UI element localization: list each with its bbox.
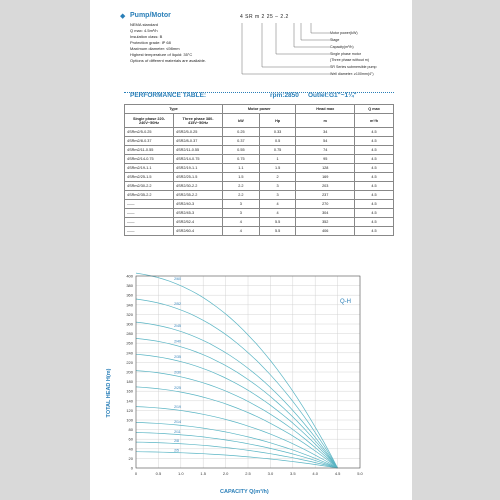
table-cell: 0.55 [223,146,260,155]
y-tick-labels [126,274,133,471]
y-tick-label: 200 [126,369,133,375]
x-tick-label: 0.5 [155,471,162,476]
table-cell: 4SRm2/11-0.55 [125,146,174,155]
table-cell: 5.5 [259,227,296,236]
y-tick-label: 120 [126,407,133,413]
header-single-phase: Single phase 220-240V~50Hz [125,114,174,128]
y-tick-label: 140 [126,398,133,404]
table-cell: 304 [296,209,355,218]
curve-label: 2/60 [174,276,181,281]
table-cell: 4.5 [355,173,394,182]
performance-title: PERFORMANCE TABLE: [130,92,207,99]
curve-2-45 [136,322,338,468]
table-cell: —— [125,218,174,227]
table-cell: 4SR2/45-3 [174,209,223,218]
legend-motor-power: Motor power(kW) [330,31,358,35]
table-cell: 2.2 [223,182,260,191]
header-unit-m: m [296,114,355,128]
table-cell: 4 [223,218,260,227]
chart-curves [136,273,338,468]
chart-title: Q-H [340,299,351,305]
spec-line: Q max: 4.5m³/h [130,28,158,33]
table-cell: 54 [296,137,355,146]
curve-2-60 [136,273,338,468]
table-cell: 1.5 [223,173,260,182]
table-cell: 4SR2/19-1.1 [174,164,223,173]
table-cell: 4.5 [355,164,394,173]
y-tick-label: 380 [126,283,133,289]
header-hp: Hp [259,114,296,128]
table-cell: —— [125,227,174,236]
curve-label: 2/25 [174,386,181,391]
x-tick-label: 3.0 [267,471,274,476]
table-row [125,128,394,137]
table-cell: 4.5 [355,128,394,137]
table-cell: 1 [259,155,296,164]
y-tick-label: 60 [128,436,133,442]
table-row [125,218,394,227]
table-cell: 4.5 [355,209,394,218]
header-motor-power: Motor power [223,105,296,114]
table-row [125,164,394,173]
legend-well-diameter: Well diameter: ≥100mm(4") [330,72,374,76]
table-cell: 95 [296,155,355,164]
y-tick-label: 260 [126,340,133,346]
table-cell: 4SR2/35-2.2 [174,191,223,200]
table-body [125,128,394,236]
header-kw: kW [223,114,260,128]
curve-label: 2/52 [174,301,181,306]
curve-label: 2/45 [174,323,181,328]
table-row [125,173,394,182]
table-row [125,209,394,218]
table-cell: 0.37 [223,137,260,146]
table-cell: 5.5 [259,218,296,227]
header-head-max: Head max [296,105,355,114]
table-cell: 3 [259,191,296,200]
spec-line: Options of different materials are available. [130,58,206,63]
table-cell: 4.5 [355,191,394,200]
table-cell: 203 [296,182,355,191]
y-tick-label: 400 [126,273,133,279]
table-cell: 4SR2/60-4 [174,227,223,236]
y-tick-label: 100 [126,417,133,423]
legend-stage: Stage [330,38,340,42]
table-cell: 4SRm2/30-2.2 [125,182,174,191]
x-tick-label: 1.5 [200,471,206,476]
spec-line: Protection grade: IP 68 [130,40,171,45]
y-tick-label: 280 [126,331,133,337]
table-row [125,227,394,236]
curve-2-5 [136,452,338,468]
chart-grid [136,276,360,468]
curve-2-11 [136,433,338,469]
table-cell: 4SR2/52-4 [174,218,223,227]
y-tick-label: 180 [126,379,133,385]
y-tick-label: 240 [126,350,133,356]
spec-line: NEMA standard [130,22,159,27]
performance-outlet: Outlet:G1"~1¼" [308,92,357,99]
x-tick-labels [135,471,364,476]
header-type: Type [125,105,223,114]
table-cell: 2 [259,173,296,182]
x-tick-label: 4.5 [334,471,341,476]
y-tick-label: 300 [126,321,133,327]
curve-label: 2/11 [174,429,181,434]
curve-label: 2/14 [174,420,181,425]
x-tick-label: 4.0 [312,471,318,476]
table-cell: 270 [296,200,355,209]
table-cell: 2.2 [223,191,260,200]
table-cell: 4SR2/11-0.55 [174,146,223,155]
y-tick-label: 20 [128,455,133,461]
table-cell: 4 [259,200,296,209]
curve-label: 2/40 [174,339,181,344]
y-tick-label: 80 [128,427,133,433]
table-cell: 4.5 [355,182,394,191]
legend-capacity: Capacity(m³/h) [330,45,354,49]
x-tick-label: 2.5 [245,471,251,476]
performance-table [124,104,394,236]
legend-sr-series: SR Series submersible pump [330,65,377,69]
table-cell: 4.5 [355,146,394,155]
model-code: 4 SR m 2 25 – 2.2 [240,14,289,20]
curve-label: 2/8 [174,439,179,444]
table-cell: 0.33 [259,128,296,137]
title-bullet-icon: ◆ [120,13,126,20]
y-tick-label: 320 [126,311,133,317]
x-tick-label: 0 [134,471,138,476]
table-cell: 4SRm2/25-1.5 [125,173,174,182]
table-cell: 4SR2/5-0.25 [174,128,223,137]
table-cell: 4.5 [355,227,394,236]
table-row [125,155,394,164]
table-cell: 34 [296,128,355,137]
table-row [125,191,394,200]
table-subheader-row [125,114,394,128]
spec-line: Insulation class: B [130,34,163,39]
table-cell: 4.5 [355,137,394,146]
y-tick-label: 0 [130,465,133,471]
table-cell: 0.75 [223,155,260,164]
performance-rpm: rpm:2850 [270,92,299,99]
table-cell: 0.25 [223,128,260,137]
table-cell: 3 [259,182,296,191]
pump-motor-title: Pump/Motor [130,12,171,19]
table-cell: —— [125,200,174,209]
table-cell: 4SR2/14-0.75 [174,155,223,164]
table-cell: 4SRm2/35-2.2 [125,191,174,200]
table-cell: 1.5 [259,164,296,173]
table-cell: 4SRm2/14-0.75 [125,155,174,164]
table-row [125,146,394,155]
table-cell: 4.5 [355,155,394,164]
header-q-max: Q max [355,105,394,114]
y-tick-label: 220 [126,359,133,365]
table-cell: 4SRm2/8-0.37 [125,137,174,146]
legend-three-phase: (Three phase without m) [330,58,369,62]
header-unit-q: m³/h [355,114,394,128]
qh-chart [90,268,412,500]
curve-label: 2/30 [174,370,181,375]
table-header-row [125,105,394,114]
x-tick-label: 2.0 [222,471,229,476]
y-tick-label: 340 [126,302,133,308]
table-row [125,182,394,191]
legend-single-phase: Single phase motor [330,52,361,56]
model-code-leader-lines [240,21,340,81]
table-cell: 169 [296,173,355,182]
x-axis-label: CAPACITY Q(m³/h) [220,489,269,495]
curve-2-30 [136,371,338,468]
table-cell: 1.1 [223,164,260,173]
y-tick-label: 160 [126,388,133,394]
curve-label: 2/5 [174,448,179,453]
table-row [125,200,394,209]
table-cell: 4 [259,209,296,218]
y-tick-label: 40 [128,446,133,452]
table-cell: 3 [223,200,260,209]
curve-label: 2/19 [174,405,181,410]
table-cell: —— [125,209,174,218]
table-cell: 3 [223,209,260,218]
table-cell: 352 [296,218,355,227]
y-axis-label: TOTAL HEAD H(m) [106,368,112,418]
table-cell: 74 [296,146,355,155]
header-three-phase: Three phase 380-415V~50Hz [174,114,223,128]
table-cell: 4SR2/25-1.5 [174,173,223,182]
table-cell: 0.75 [259,146,296,155]
table-cell: 4SR2/8-0.37 [174,137,223,146]
table-cell: 4.5 [355,200,394,209]
curve-2-19 [136,407,338,468]
table-cell: 237 [296,191,355,200]
table-cell: 4SRm2/19-1.1 [125,164,174,173]
table-cell: 128 [296,164,355,173]
table-cell: 406 [296,227,355,236]
table-cell: 4SR2/40-3 [174,200,223,209]
table-cell: 4SR2/30-2.2 [174,182,223,191]
datasheet-page [90,0,412,500]
table-cell: 4 [223,227,260,236]
spec-line: Maximum diameter: ≤98mm [130,46,180,51]
x-tick-label: 1.0 [178,471,184,476]
y-tick-label: 360 [126,292,133,298]
x-tick-label: 5.0 [357,471,363,476]
table-cell: 0.5 [259,137,296,146]
table-cell: 4.5 [355,218,394,227]
spec-line: Highest temperature of liquid: 35°C [130,52,193,57]
x-tick-label: 3.5 [290,471,296,476]
curve-label: 2/35 [174,354,181,359]
table-row [125,137,394,146]
table-cell: 4SRm2/5-0.25 [125,128,174,137]
